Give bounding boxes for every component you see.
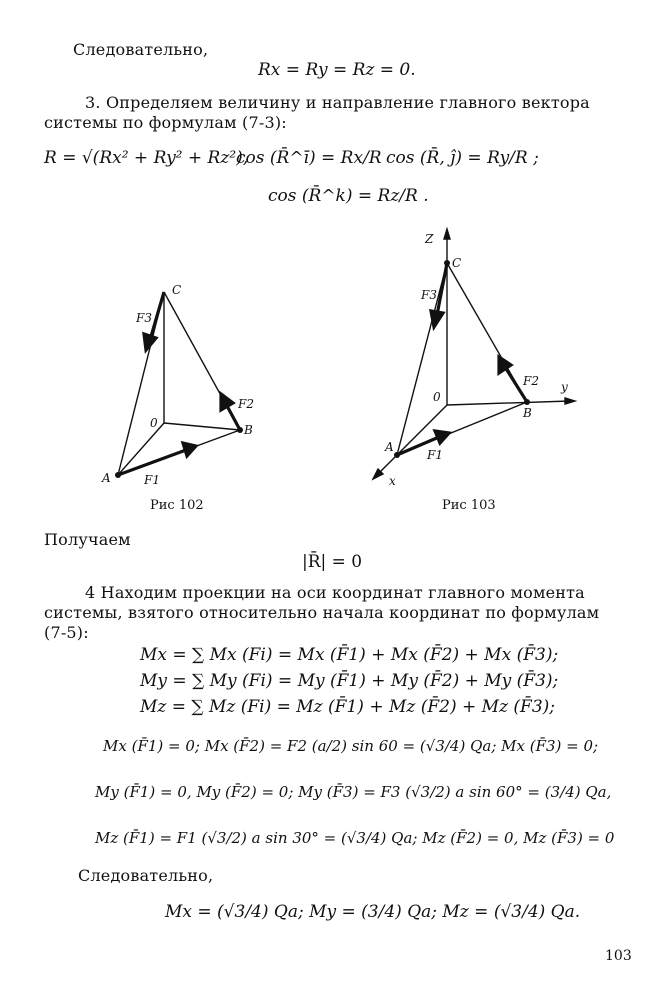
paragraph-line: 3. Определяем величину и направление главного вектора — [85, 93, 590, 112]
label-x: x — [389, 474, 396, 488]
figure-caption: Рис 103 — [442, 498, 496, 513]
arrowhead — [221, 394, 233, 410]
label-f2: F2 — [523, 374, 539, 388]
label-a: A — [102, 471, 111, 485]
label-f1: F1 — [144, 473, 160, 487]
label-c: C — [452, 256, 462, 270]
edge-ob — [164, 423, 240, 430]
arrowhead — [431, 311, 443, 327]
axis-arrowhead — [565, 398, 575, 404]
figure-102 — [90, 270, 280, 490]
figure-103 — [365, 225, 590, 495]
paragraph-line: системы по формулам (7-3): — [44, 113, 287, 132]
point-b — [237, 427, 243, 433]
point-c — [444, 260, 450, 266]
label-b: B — [523, 406, 532, 420]
label-f2: F2 — [238, 397, 254, 411]
equation-mx-values: Mx (F̄1) = 0; Mx (F̄2) = F2 (a/2) sin 60 = (√3/4) Qa; Mx (F̄3) = 0; — [103, 737, 599, 755]
paragraph-line: (7-5): — [44, 623, 89, 642]
equation-r-abs: |R̄| = 0 — [302, 552, 363, 572]
paragraph-line: 4 Находим проекции на оси координат главного момента — [85, 583, 585, 602]
label-z: Z — [425, 232, 434, 246]
equation-cos-j: cos (R̄, ĵ) = Ry/R ; — [386, 148, 539, 168]
label-b: B — [244, 423, 253, 437]
equation-r-magnitude: R = √(Rx² + Ry² + Rz²), — [44, 148, 249, 168]
label-y: y — [561, 380, 568, 394]
equation-mz-values: Mz (F̄1) = F1 (√3/2) a sin 30° = (√3/4) Qa; Mz (F̄2) = 0, Mz (F̄3) = 0 — [95, 829, 615, 847]
label-c: C — [172, 283, 182, 297]
equation-r-zero: Rx = Ry = Rz = 0. — [258, 60, 416, 80]
equation-my-values: My (F̄1) = 0, My (F̄2) = 0; My (F̄3) = F3 (√3/2) a sin 60° = (3/4) Qa, — [95, 783, 612, 801]
text-line: Получаем — [44, 530, 131, 549]
label-o: 0 — [433, 390, 441, 404]
label-a: A — [385, 440, 394, 454]
text-line: Следовательно, — [73, 40, 209, 59]
arrowhead — [144, 334, 156, 350]
axis-y — [447, 401, 570, 405]
equation-mz-sum: Mz = ∑ Mz (Fi) = Mz (F̄1) + Mz (F̄2) + Mz (F̄3); — [140, 697, 556, 717]
paragraph-line: системы, взятого относительно начала координат по формулам — [44, 603, 600, 622]
label-o: 0 — [150, 416, 158, 430]
label-f3: F3 — [421, 288, 437, 302]
equation-mx-sum: Mx = ∑ Mx (Fi) = Mx (F̄1) + Mx (F̄2) + Mx (F̄3); — [140, 645, 559, 665]
figure-caption: Рис 102 — [150, 498, 204, 513]
label-f1: F1 — [427, 448, 443, 462]
arrowhead — [435, 431, 449, 443]
text-line: Следовательно, — [78, 866, 214, 885]
page-number: 103 — [605, 948, 632, 964]
axis-arrowhead — [444, 229, 450, 239]
point-a — [394, 452, 400, 458]
equation-my-sum: My = ∑ My (Fi) = My (F̄1) + My (F̄2) + My (F̄3); — [140, 671, 559, 691]
point-b — [524, 399, 530, 405]
equation-cos-i: cos (R̄^ī) = Rx/R — [236, 148, 382, 168]
force-f3-arrow — [437, 263, 447, 315]
equation-final: Mx = (√3/4) Qa; My = (3/4) Qa; Mz = (√3/4) Qa. — [165, 902, 581, 922]
label-f3: F3 — [136, 311, 152, 325]
force-f3-arrow — [150, 292, 164, 340]
equation-cos-k: cos (R̄^k) = Rz/R . — [268, 186, 429, 206]
arrowhead — [183, 443, 196, 456]
point-a — [115, 472, 121, 478]
